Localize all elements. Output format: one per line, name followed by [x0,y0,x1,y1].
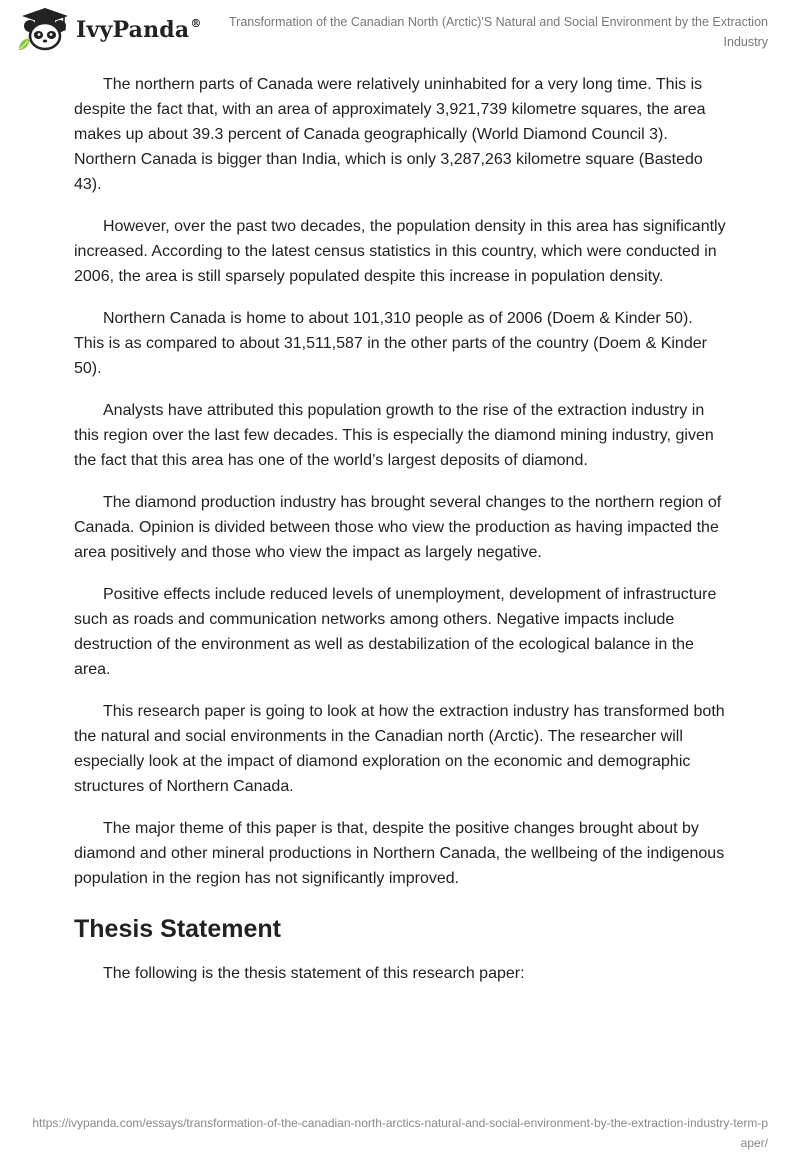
section-heading: Thesis Statement [74,915,282,943]
panda-logo-icon [16,6,74,54]
paragraph: Positive effects include reduced levels of unemployment, development of infrastructure such as roads and communication networks among others. Negative impacts include destruction of the environment as well as destabilization of the ecological balance in the area. [74,586,717,678]
footer-url[interactable]: https://ivypanda.com/essays/transformation-of-the-canadian-north-arctics-natural-and-social-environment-by-the-extraction-industry-term-paper/ [32,1116,768,1150]
brand-name: IvyPanda® [76,17,202,43]
document-title: Transformation of the Canadian North (Arctic)'S Natural and Social Environment by the Extraction Industry [229,15,768,49]
brand-logo[interactable] [16,6,202,54]
essay-body [74,72,726,1003]
paragraph: However, over the past two decades, the population density in this area has significantly increased. According to the latest census statistics in this country, which were conducted in 2006, the area is still sparsely populated despite this increase in population density. [74,218,726,285]
paragraph: Analysts have attributed this population growth to the rise of the extraction industry in this region over the last few decades. This is especially the diamond mining industry, given the fact that this area has one of the world’s largest deposits of diamond. [74,402,714,469]
paragraph: The major theme of this paper is that, despite the positive changes brought about by diamond and other mineral productions in Northern Canada, the wellbeing of the indigenous population in the region has not significantly improved. [74,820,725,887]
paragraph: This research paper is going to look at how the extraction industry has transformed both the natural and social environments in the Canadian north (Arctic). The researcher will especially look at the impact of diamond exploration on the economic and demographic structures of Northern Canada. [74,703,725,795]
paragraph: The diamond production industry has brought several changes to the northern region of Canada. Opinion is divided between those who view the production as having impacted the area positively and those who view the impact as largely negative. [74,494,722,561]
paragraph: Northern Canada is home to about 101,310 people as of 2006 (Doem & Kinder 50). This is as compared to about 31,511,587 in the other parts of the country (Doem & Kinder 50). [74,310,707,377]
paragraph: The northern parts of Canada were relatively uninhabited for a very long time. This is despite the fact that, with an area of approximately 3,921,739 kilometre squares, the area makes up about 39.3 percent of Canada geographically (World Diamond Council 3). Northern Canada is bigger than India, which is only 3,287,263 kilometre square (Bastedo 43). [74,76,706,193]
paragraph: The following is the thesis statement of this research paper: [103,965,525,982]
